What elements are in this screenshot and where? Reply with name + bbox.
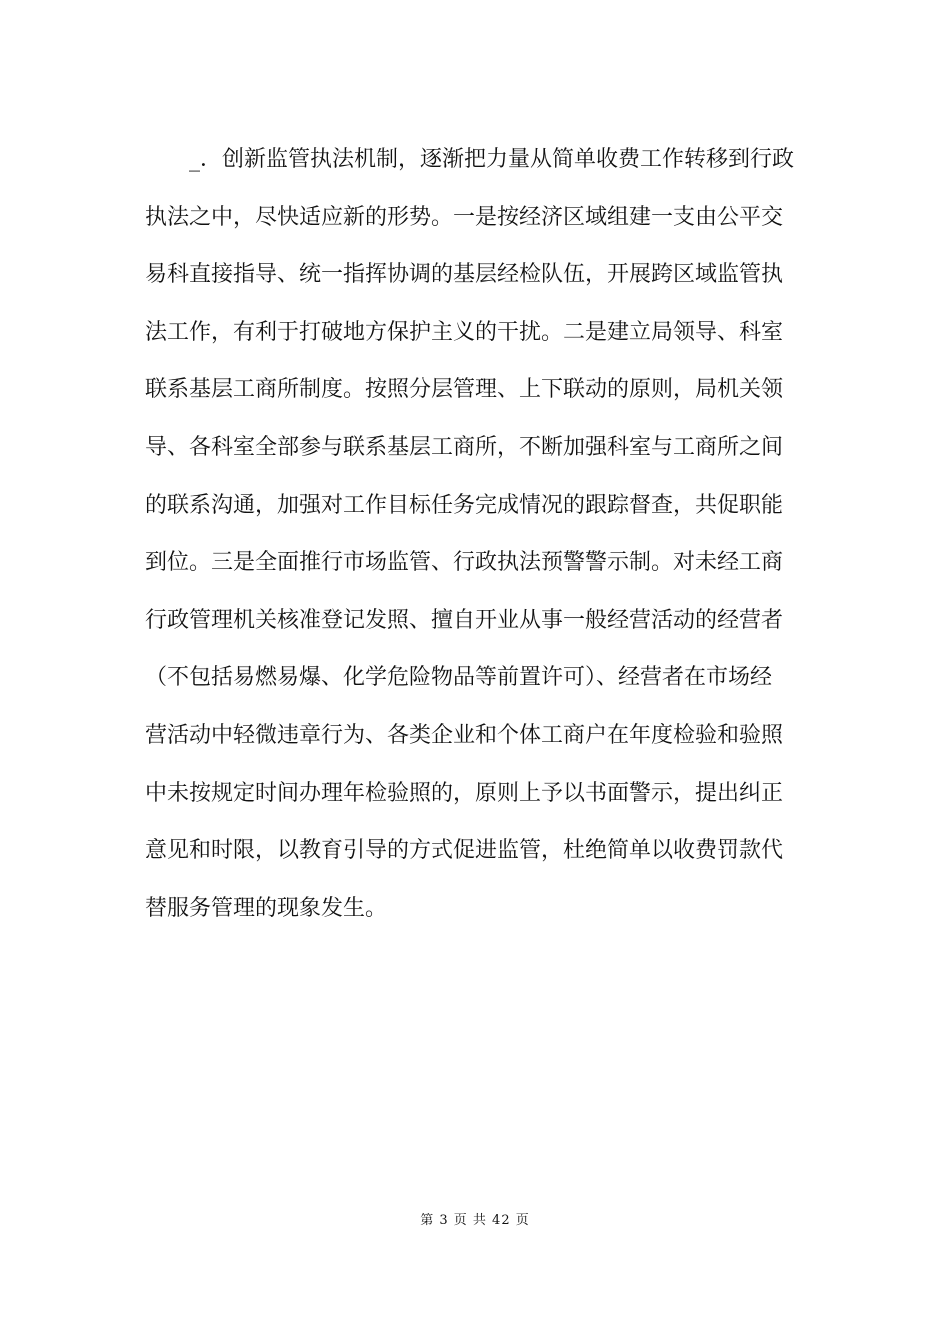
- text-line: 中未按规定时间办理年检验照的，原则上予以书面警示，提出纠正: [145, 780, 784, 806]
- text-line: 到位。三是全面推行市场监管、行政执法预警警示制。对未经工商: [145, 550, 784, 576]
- text-line: _．创新监管执法机制，逐渐把力量从简单收费工作转移到行政: [145, 147, 795, 172]
- body-paragraph: [145, 131, 810, 937]
- text-line: （不包括易燃易爆、化学危险物品等前置许可）、经营者在市场经: [145, 665, 773, 691]
- page-footer: [0, 1209, 950, 1228]
- text-line: 联系基层工商所制度。按照分层管理、上下联动的原则，局机关领: [145, 377, 784, 403]
- text-line: 易科直接指导、统一指挥协调的基层经检队伍，开展跨区域监管执: [145, 262, 784, 288]
- text-line: 营活动中轻微违章行为、各类企业和个体工商户在年度检验和验照: [145, 722, 784, 748]
- text-line: 行政管理机关核准登记发照、擅自开业从事一般经营活动的经营者: [145, 607, 784, 633]
- text-line: 导、各科室全部参与联系基层工商所，不断加强科室与工商所之间: [145, 434, 784, 460]
- text-line: 意见和时限，以教育引导的方式促进监管，杜绝简单以收费罚款代: [145, 838, 784, 864]
- page-number: 第 3 页 共 42 页: [420, 1213, 530, 1228]
- text-line: 法工作，有利于打破地方保护主义的干扰。二是建立局领导、科室: [145, 319, 784, 345]
- text-line: 替服务管理的现象发生。: [145, 895, 388, 921]
- text-line: 的联系沟通，加强对工作目标任务完成情况的跟踪督查，共促职能: [145, 492, 784, 518]
- text-line: 执法之中，尽快适应新的形势。一是按经济区域组建一支由公平交: [145, 204, 784, 230]
